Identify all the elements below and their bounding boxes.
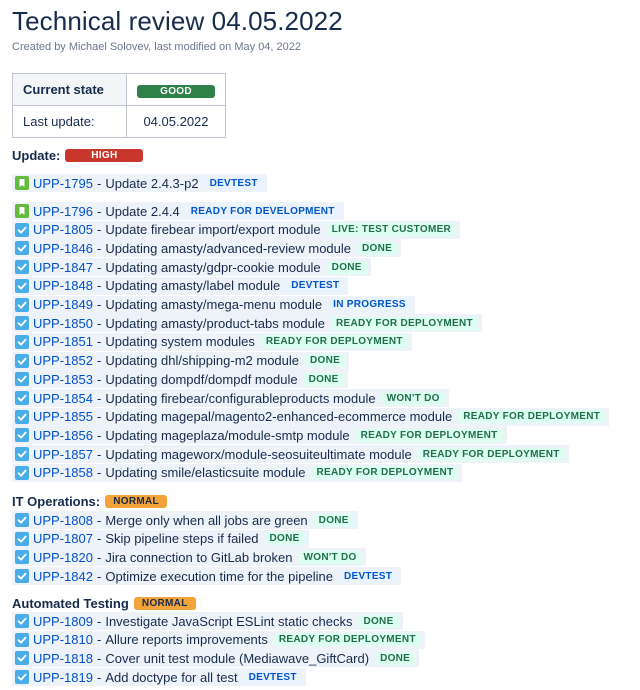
- issue-row[interactable]: [12, 511, 358, 529]
- issue-key-link[interactable]: UPP-1848: [33, 278, 93, 294]
- last-update-label: Last update:: [13, 106, 127, 138]
- issue-key-link[interactable]: UPP-1852: [33, 353, 93, 369]
- issue-status-badge: DEVTEST: [205, 177, 263, 190]
- issue-status-badge: WON'T DO: [382, 392, 445, 405]
- issue-summary[interactable]: Cover unit test module (Mediawave_GiftCard): [105, 650, 370, 666]
- issue-key-link[interactable]: UPP-1842: [33, 568, 93, 584]
- issue-summary[interactable]: Update 2.4.4: [105, 203, 180, 219]
- section-update: [12, 148, 143, 163]
- issue-separator: -: [96, 353, 102, 369]
- section-update-badge: HIGH: [65, 149, 143, 162]
- issue-key-link[interactable]: UPP-1808: [33, 512, 93, 528]
- issue-row[interactable]: [12, 296, 415, 314]
- task-checkbox-icon: [15, 447, 29, 461]
- section-it-ops-badge: NORMAL: [105, 495, 167, 508]
- issue-status-badge: READY FOR DEPLOYMENT: [418, 448, 565, 461]
- issue-summary[interactable]: Update firebear import/export module: [105, 222, 321, 238]
- issue-separator: -: [96, 568, 102, 584]
- issue-key-link[interactable]: UPP-1810: [33, 632, 93, 648]
- issue-separator: -: [96, 613, 102, 629]
- issue-summary[interactable]: Updating amasty/label module: [105, 278, 281, 294]
- issue-key-link[interactable]: UPP-1807: [33, 531, 93, 547]
- issue-summary[interactable]: Investigate JavaScript ESLint static checks: [105, 613, 353, 629]
- issue-status-badge: READY FOR DEPLOYMENT: [261, 335, 408, 348]
- issue-status-badge: DONE: [357, 242, 397, 255]
- task-checkbox-icon: [15, 633, 29, 647]
- issue-summary[interactable]: Add doctype for all test: [105, 669, 238, 685]
- task-checkbox-icon: [15, 651, 29, 665]
- issue-status-badge: DONE: [265, 532, 305, 545]
- section-it-ops: [12, 494, 167, 509]
- issue-separator: -: [96, 549, 102, 565]
- task-checkbox-icon: [15, 279, 29, 293]
- issue-summary[interactable]: Updating magepal/magento2-enhanced-ecommerce module: [105, 409, 453, 425]
- issue-row[interactable]: [12, 258, 371, 276]
- state-table: [12, 73, 226, 138]
- task-checkbox-icon: [15, 550, 29, 564]
- section-update-title: Update:: [12, 148, 61, 163]
- issue-summary[interactable]: Updating amasty/product-tabs module: [105, 315, 326, 331]
- issue-row[interactable]: [12, 277, 348, 295]
- issue-status-badge: DONE: [314, 514, 354, 527]
- issue-summary[interactable]: Optimize execution time for the pipeline: [105, 568, 333, 584]
- task-checkbox-icon: [15, 241, 29, 255]
- issue-row[interactable]: [12, 239, 401, 257]
- issue-row[interactable]: [12, 649, 419, 667]
- page-meta: Created by Michael Solovev, last modified on May 04, 2022: [12, 41, 302, 53]
- issue-key-link[interactable]: UPP-1851: [33, 334, 93, 350]
- issue-separator: -: [96, 465, 102, 481]
- issue-summary[interactable]: Updating smile/elasticsuite module: [105, 465, 306, 481]
- current-state-badge: GOOD: [137, 85, 215, 98]
- issue-status-badge: WON'T DO: [299, 551, 362, 564]
- issue-status-badge: DEVTEST: [286, 279, 344, 292]
- task-checkbox-icon: [15, 372, 29, 386]
- issue-status-badge: DONE: [375, 652, 415, 665]
- issue-separator: -: [96, 409, 102, 425]
- issue-separator: -: [96, 334, 102, 350]
- issue-row[interactable]: [12, 445, 569, 463]
- issue-status-badge: READY FOR DEPLOYMENT: [274, 633, 421, 646]
- issue-key-link[interactable]: UPP-1849: [33, 297, 93, 312]
- issue-separator: -: [96, 390, 102, 406]
- issue-summary[interactable]: Updating amasty/gdpr-cookie module: [105, 259, 321, 275]
- issue-status-badge: READY FOR DEVELOPMENT: [186, 205, 340, 218]
- issue-status-badge: READY FOR DEPLOYMENT: [311, 466, 458, 479]
- issue-row[interactable]: [12, 389, 449, 407]
- current-state-label: Current state: [13, 74, 127, 106]
- issue-row[interactable]: [12, 612, 403, 630]
- issue-key-link[interactable]: UPP-1854: [33, 390, 93, 406]
- issue-status-badge: LIVE: TEST CUSTOMER: [327, 223, 456, 236]
- task-checkbox-icon: [15, 335, 29, 349]
- task-checkbox-icon: [15, 260, 29, 274]
- issue-key-link[interactable]: UPP-1858: [33, 465, 93, 481]
- issue-row[interactable]: [12, 370, 348, 388]
- issue-row[interactable]: [12, 668, 306, 686]
- issue-key-link[interactable]: UPP-1853: [33, 371, 93, 387]
- issue-status-badge: DONE: [305, 354, 345, 367]
- issue-row[interactable]: [12, 408, 609, 426]
- issue-row[interactable]: [12, 221, 460, 239]
- issue-summary[interactable]: Updating system modules: [105, 334, 255, 350]
- task-checkbox-icon: [15, 466, 29, 480]
- issue-summary[interactable]: Updating dhl/shipping-m2 module: [105, 353, 300, 369]
- issue-status-badge: DEVTEST: [244, 671, 302, 684]
- issue-status-badge: READY FOR DEPLOYMENT: [458, 410, 605, 423]
- task-checkbox-icon: [15, 410, 29, 424]
- issue-separator: -: [96, 650, 102, 666]
- issue-separator: -: [96, 512, 102, 528]
- issue-summary[interactable]: Merge only when all jobs are green: [105, 512, 308, 528]
- issue-summary[interactable]: Updating firebear/configurableproducts module: [105, 390, 376, 406]
- issue-summary[interactable]: Allure reports improvements: [105, 632, 268, 648]
- issue-separator: -: [96, 427, 102, 443]
- issue-key-link[interactable]: UPP-1820: [33, 549, 93, 565]
- issue-row[interactable]: [12, 314, 482, 332]
- issue-separator: -: [96, 632, 102, 648]
- task-checkbox-icon: [15, 532, 29, 546]
- state-row: [13, 74, 226, 106]
- issue-row[interactable]: [12, 631, 425, 649]
- page-title: Technical review 04.05.2022: [12, 6, 343, 36]
- issue-key-link[interactable]: UPP-1850: [33, 315, 93, 331]
- issue-status-badge: READY FOR DEPLOYMENT: [356, 429, 503, 442]
- section-testing-title: Automated Testing: [12, 596, 129, 611]
- issue-key-link[interactable]: UPP-1809: [33, 613, 93, 629]
- issue-row[interactable]: [12, 548, 366, 566]
- issue-separator: -: [96, 446, 102, 462]
- issue-status-badge: IN PROGRESS: [328, 298, 411, 311]
- issue-row[interactable]: [12, 202, 344, 220]
- last-update-row: [13, 106, 226, 138]
- issue-key-link[interactable]: UPP-1795: [33, 175, 93, 191]
- issue-separator: -: [96, 669, 102, 685]
- task-checkbox-icon: [15, 298, 29, 312]
- issue-key-link[interactable]: UPP-1818: [33, 650, 93, 666]
- task-checkbox-icon: [15, 391, 29, 405]
- issue-separator: -: [96, 371, 102, 387]
- issue-separator: -: [96, 297, 102, 312]
- issue-row[interactable]: [12, 333, 412, 351]
- task-checkbox-icon: [15, 513, 29, 527]
- issue-summary[interactable]: Updating mageworx/module-seosuiteultimate module: [105, 446, 412, 462]
- section-testing: [12, 596, 196, 611]
- issue-row[interactable]: [12, 426, 507, 444]
- issue-row[interactable]: [12, 464, 462, 482]
- story-icon: [15, 176, 29, 190]
- issue-separator: -: [96, 175, 102, 191]
- issue-summary[interactable]: Jira connection to GitLab broken: [105, 549, 293, 565]
- issue-status-badge: READY FOR DEPLOYMENT: [331, 317, 478, 330]
- task-checkbox-icon: [15, 428, 29, 442]
- issue-row[interactable]: [12, 530, 309, 548]
- issue-row[interactable]: [12, 352, 349, 370]
- issue-key-link[interactable]: UPP-1855: [33, 409, 93, 425]
- issue-row[interactable]: [12, 174, 267, 192]
- last-update-value: 04.05.2022: [127, 106, 226, 138]
- task-checkbox-icon: [15, 223, 29, 237]
- issue-status-badge: DONE: [358, 615, 398, 628]
- issue-key-link[interactable]: UPP-1856: [33, 427, 93, 443]
- issue-status-badge: DONE: [304, 373, 344, 386]
- issue-separator: -: [96, 259, 102, 275]
- issue-key-link[interactable]: UPP-1846: [33, 240, 93, 256]
- story-icon: [15, 204, 29, 218]
- issue-row[interactable]: [12, 567, 401, 585]
- task-checkbox-icon: [15, 354, 29, 368]
- issue-key-link[interactable]: UPP-1857: [33, 446, 93, 462]
- issue-separator: -: [96, 531, 102, 547]
- task-checkbox-icon: [15, 670, 29, 684]
- issue-separator: -: [96, 315, 102, 331]
- issue-separator: -: [96, 203, 102, 219]
- issue-key-link[interactable]: UPP-1805: [33, 222, 93, 238]
- task-checkbox-icon: [15, 614, 29, 628]
- issue-key-link[interactable]: UPP-1819: [33, 669, 93, 685]
- issue-summary[interactable]: Updating amasty/mega-menu module: [105, 297, 323, 312]
- task-checkbox-icon: [15, 569, 29, 583]
- issue-key-link[interactable]: UPP-1847: [33, 259, 93, 275]
- issue-status-badge: DEVTEST: [339, 570, 397, 583]
- task-checkbox-icon: [15, 316, 29, 330]
- issue-summary[interactable]: Updating mageplaza/module-smtp module: [105, 427, 350, 443]
- issue-key-link[interactable]: UPP-1796: [33, 203, 93, 219]
- issue-separator: -: [96, 240, 102, 256]
- issue-summary[interactable]: Skip pipeline steps if failed: [105, 531, 259, 547]
- issue-summary[interactable]: Updating dompdf/dompdf module: [105, 371, 298, 387]
- issue-separator: -: [96, 222, 102, 238]
- current-state-cell: [127, 74, 226, 106]
- issue-separator: -: [96, 278, 102, 294]
- issue-summary[interactable]: Update 2.4.3-p2: [105, 175, 199, 191]
- issue-status-badge: DONE: [327, 261, 367, 274]
- issue-summary[interactable]: Updating amasty/advanced-review module: [105, 240, 352, 256]
- section-it-ops-title: IT Operations:: [12, 494, 101, 509]
- section-testing-badge: NORMAL: [134, 597, 196, 610]
